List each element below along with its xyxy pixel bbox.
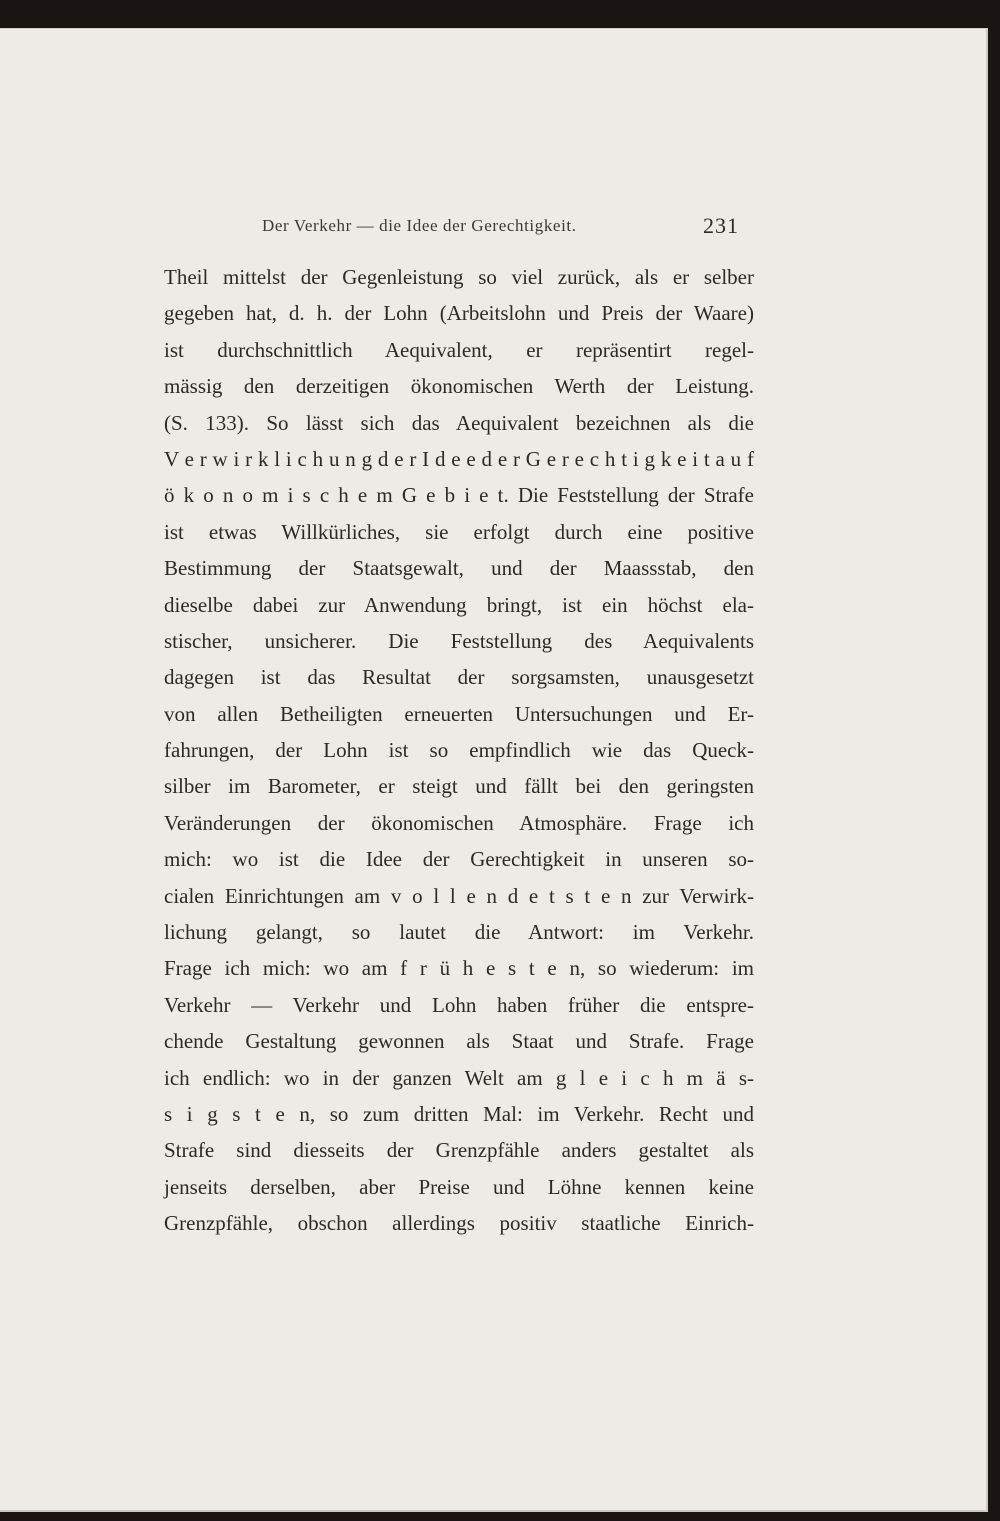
text-line: Theil mittelst der Gegenleistung so viel zurück, als er selber — [164, 265, 754, 289]
page-number: 231 — [703, 213, 739, 238]
text-line: ist etwas Willkürliches, sie erfolgt durch eine positive — [164, 519, 754, 544]
text-line: ich endlich: wo in der ganzen Welt am g l e i c h m ä s- — [164, 1065, 754, 1090]
text-line: Veränderungen der ökonomischen Atmosphäre. Frage ich — [164, 810, 754, 835]
text-line: s i g s t e n, so zum dritten Mal: im Verkehr. Recht und — [164, 1101, 754, 1126]
text-line: cialen Einrichtungen am v o l l e n d e t s t e n zur Verwirk- — [164, 883, 754, 908]
text-line: (S. 133). So lässt sich das Aequivalent bezeichnen als die — [164, 410, 754, 435]
text-line: stischer, unsicherer. Die Feststellung des Aequivalents — [164, 628, 754, 653]
text-line: gegeben hat, d. h. der Lohn (Arbeitslohn und Preis der Waare) — [164, 301, 754, 326]
text-line: silber im Barometer, er steigt und fällt bei den geringsten — [164, 774, 754, 799]
text-line: lichung gelangt, so lautet die Antwort: im Verkehr. — [164, 920, 754, 945]
text-line: Bestimmung der Staatsgewalt, und der Maassstab, den — [164, 556, 754, 581]
text-line: Grenzpfähle, obschon allerdings positiv staatliche Einrich- — [164, 1211, 754, 1236]
text-line: chende Gestaltung gewonnen als Staat und Strafe. Frage — [164, 1029, 754, 1054]
text-line: von allen Betheiligten erneuerten Untersuchungen und Er- — [164, 701, 754, 726]
text-line: mässig den derzeitigen ökonomischen Werth der Leistung. — [164, 374, 754, 399]
text-line: mich: wo ist die Idee der Gerechtigkeit in unseren so- — [164, 847, 754, 872]
running-head: Der Verkehr — die Idee der Gerechtigkeit. — [262, 216, 577, 235]
text-line: ö k o n o m i s c h e m G e b i e t. Die Feststellung der Strafe — [164, 483, 754, 508]
text-line: dagegen ist das Resultat der sorgsamsten, unausgesetzt — [164, 665, 754, 690]
text-line: V e r w i r k l i c h u n g d e r I d e e d e r G e r e c h t i g k e i t a u f — [164, 446, 754, 471]
text-line: Strafe sind diesseits der Grenzpfähle anders gestaltet als — [164, 1138, 754, 1163]
text-line: fahrungen, der Lohn ist so empfindlich wie das Queck- — [164, 738, 754, 763]
text-line: dieselbe dabei zur Anwendung bringt, ist ein höchst ela- — [164, 592, 754, 617]
text-line: jenseits derselben, aber Preise und Löhne kennen keine — [164, 1174, 754, 1199]
body-text — [164, 259, 754, 1242]
text-line: ist durchschnittlich Aequivalent, er repräsentirt regel- — [164, 337, 754, 362]
text-line: Frage ich mich: wo am f r ü h e s t e n, so wiederum: im — [164, 956, 754, 981]
book-page — [0, 28, 988, 1512]
text-line: Verkehr — Verkehr und Lohn haben früher die entspre- — [164, 992, 754, 1017]
